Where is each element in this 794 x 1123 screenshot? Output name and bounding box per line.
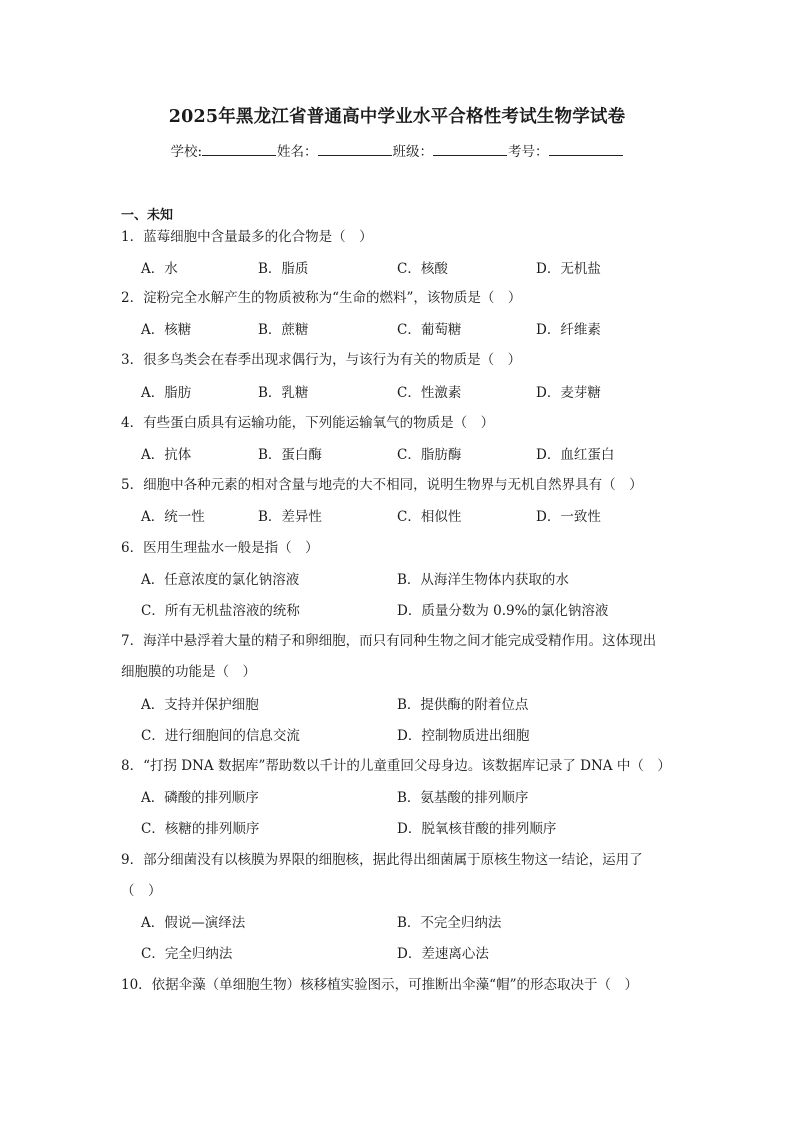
- option-2d: D．纤维素: [536, 322, 601, 338]
- option-7c: C．进行细胞间的信息交流: [141, 728, 300, 744]
- option-4d: D．血红蛋白: [536, 447, 615, 463]
- option-7d: D．控制物质进出细胞: [397, 728, 530, 744]
- option-7a: A．支持并保护细胞: [141, 697, 259, 713]
- option-6d: D．质量分数为 0.9%的氯化钠溶液: [397, 603, 609, 619]
- option-6b: B．从海洋生物体内获取的水: [397, 572, 569, 588]
- option-3b: B．乳糖: [258, 385, 309, 401]
- option-3c: C．性激素: [397, 385, 462, 401]
- option-2a: A．核糖: [141, 322, 192, 338]
- question-7-stem: 7．海洋中悬浮着大量的精子和卵细胞，而只有同种生物之间才能完成受精作用。这体现出细胞膜的功能是（ ）: [121, 633, 657, 680]
- question-6-stem: 6．医用生理盐水一般是指（ ）: [121, 540, 319, 556]
- option-1a: A．水: [141, 261, 178, 277]
- option-5a: A．统一性: [141, 509, 205, 525]
- option-9b: B．不完全归纳法: [397, 915, 502, 931]
- question-3-stem: 3．很多鸟类会在春季出现求偶行为，与该行为有关的物质是（ ）: [121, 352, 522, 368]
- option-3d: D．麦芽糖: [536, 385, 601, 401]
- option-7b: B．提供酶的附着位点: [397, 697, 529, 713]
- option-2b: B．蔗糖: [258, 322, 309, 338]
- question-9-stem: 9．部分细菌没有以核膜为界限的细胞核，据此得出细菌属于原核生物这一结论，运用了（ ）: [121, 852, 643, 899]
- option-9a: A．假说—演绎法: [141, 915, 246, 931]
- school-label: 学校:: [170, 144, 203, 160]
- question-1-stem: 1．蓝莓细胞中含量最多的化合物是（ ）: [121, 229, 373, 245]
- option-1c: C．核酸: [397, 261, 448, 277]
- number-blank: [549, 143, 623, 156]
- option-6c: C．所有无机盐溶液的统称: [141, 603, 300, 619]
- option-4b: B．蛋白酶: [258, 447, 322, 463]
- option-8b: B．氨基酸的排列顺序: [397, 790, 529, 806]
- option-9c: C．完全归纳法: [141, 946, 233, 962]
- option-3a: A．脂肪: [141, 385, 192, 401]
- option-8a: A．磷酸的排列顺序: [141, 790, 259, 806]
- question-2-stem: 2．淀粉完全水解产生的物质被称为“生命的燃料”，该物质是（ ）: [121, 290, 522, 306]
- option-4c: C．脂肪酶: [397, 447, 462, 463]
- option-4a: A．抗体: [141, 447, 192, 463]
- option-5d: D．一致性: [536, 509, 601, 525]
- question-8-stem: 8．“打拐 DNA 数据库”帮助数以千计的儿童重回父母身边。该数据库记录了 DNA 中（ ）: [121, 758, 671, 774]
- option-6a: A．任意浓度的氯化钠溶液: [141, 572, 300, 588]
- question-5-stem: 5．细胞中各种元素的相对含量与地壳的大不相同，说明生物界与无机自然界具有（ ）: [121, 477, 643, 493]
- option-8c: C．核糖的排列顺序: [141, 821, 260, 837]
- question-10-stem: 10．依据伞藻（单细胞生物）核移植实验图示，可推断出伞藻“帽”的形态取决于（ ）: [121, 977, 638, 993]
- option-1d: D．无机盐: [536, 261, 601, 277]
- option-1b: B．脂质: [258, 261, 309, 277]
- option-5c: C．相似性: [397, 509, 462, 525]
- option-9d: D．差速离心法: [397, 946, 489, 962]
- page-title: 2025年黑龙江省普通高中学业水平合格性考试生物学试卷: [168, 107, 626, 127]
- question-4-stem: 4．有些蛋白质具有运输功能，下列能运输氧气的物质是（ ）: [121, 415, 495, 431]
- name-label: 姓名：: [277, 144, 318, 160]
- option-2c: C．葡萄糖: [397, 322, 462, 338]
- class-label: 班级：: [392, 144, 434, 160]
- name-blank: [318, 143, 392, 156]
- option-5b: B．差异性: [258, 509, 322, 525]
- option-8d: D．脱氧核苷酸的排列顺序: [397, 821, 557, 837]
- student-info-line: [0, 140, 794, 160]
- class-blank: [433, 143, 507, 156]
- section-heading: 一、未知: [121, 208, 174, 223]
- school-blank: [202, 143, 276, 156]
- number-label: 考号：: [508, 144, 549, 160]
